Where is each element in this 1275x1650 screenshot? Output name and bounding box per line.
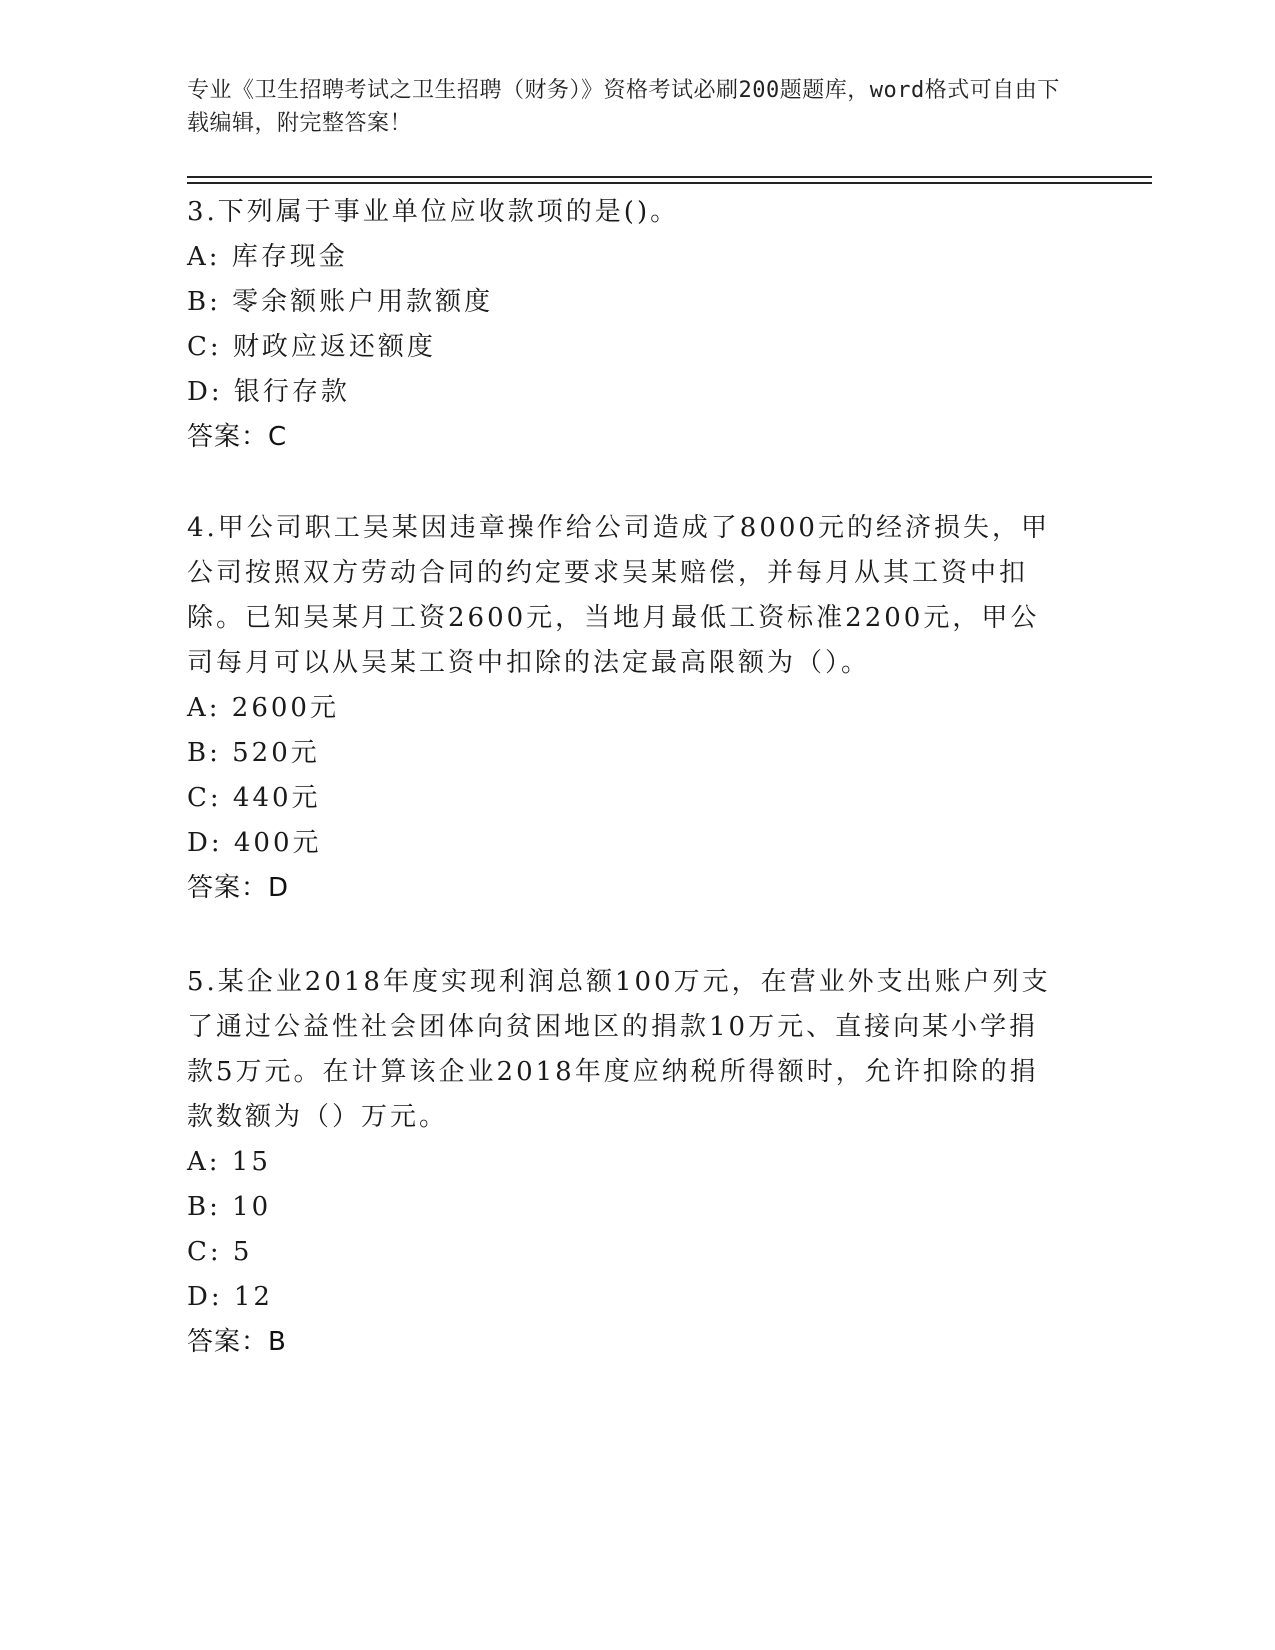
option-c: C: 财政应返还额度 (187, 332, 436, 362)
option-a: A: 库存现金 (187, 242, 348, 272)
option-b: B: 10 (187, 1192, 272, 1222)
option-b: B: 零余额账户用款额度 (187, 287, 494, 317)
option-c: C: 440元 (187, 783, 321, 813)
header-divider-top (187, 176, 1152, 178)
answer-line: 答案：C (187, 422, 288, 452)
option-a: A: 2600元 (187, 693, 339, 723)
question-stem: 5.某企业2018年度实现利润总额100万元，在营业外支出账户列支了通过公益性社会团体向贫困地区的捐款10万元、直接向某小学捐款5万元。在计算该企业2018年度应纳税所得额时，允许扣除的捐款数额为（）万元。 (187, 967, 1051, 1132)
question-stem: 3.下列属于事业单位应收款项的是()。 (187, 197, 680, 227)
option-b: B: 520元 (187, 738, 320, 768)
option-d: D: 400元 (187, 828, 322, 858)
option-d: D: 12 (187, 1282, 273, 1312)
option-d: D: 银行存款 (187, 377, 350, 407)
question-stem: 4.甲公司职工吴某因违章操作给公司造成了8000元的经济损失，甲公司按照双方劳动合同的约定要求吴某赔偿，并每月从其工资中扣除。已知吴某月工资2600元，当地月最低工资标准2200元，甲公司每月可以从吴某工资中扣除的法定最高限额为（）。 (187, 513, 1050, 678)
question-5 (187, 960, 1067, 1365)
question-4 (187, 506, 1067, 911)
header-divider-bottom (187, 182, 1152, 184)
answer-line: 答案：D (187, 873, 290, 903)
option-c: C: 5 (187, 1237, 253, 1267)
option-a: A: 15 (187, 1147, 271, 1177)
question-3 (187, 190, 1067, 460)
document-header: 专业《卫生招聘考试之卫生招聘（财务）》资格考试必刷200题题库，word格式可自由下载编辑，附完整答案！ (187, 78, 1060, 136)
answer-line: 答案：B (187, 1327, 287, 1357)
